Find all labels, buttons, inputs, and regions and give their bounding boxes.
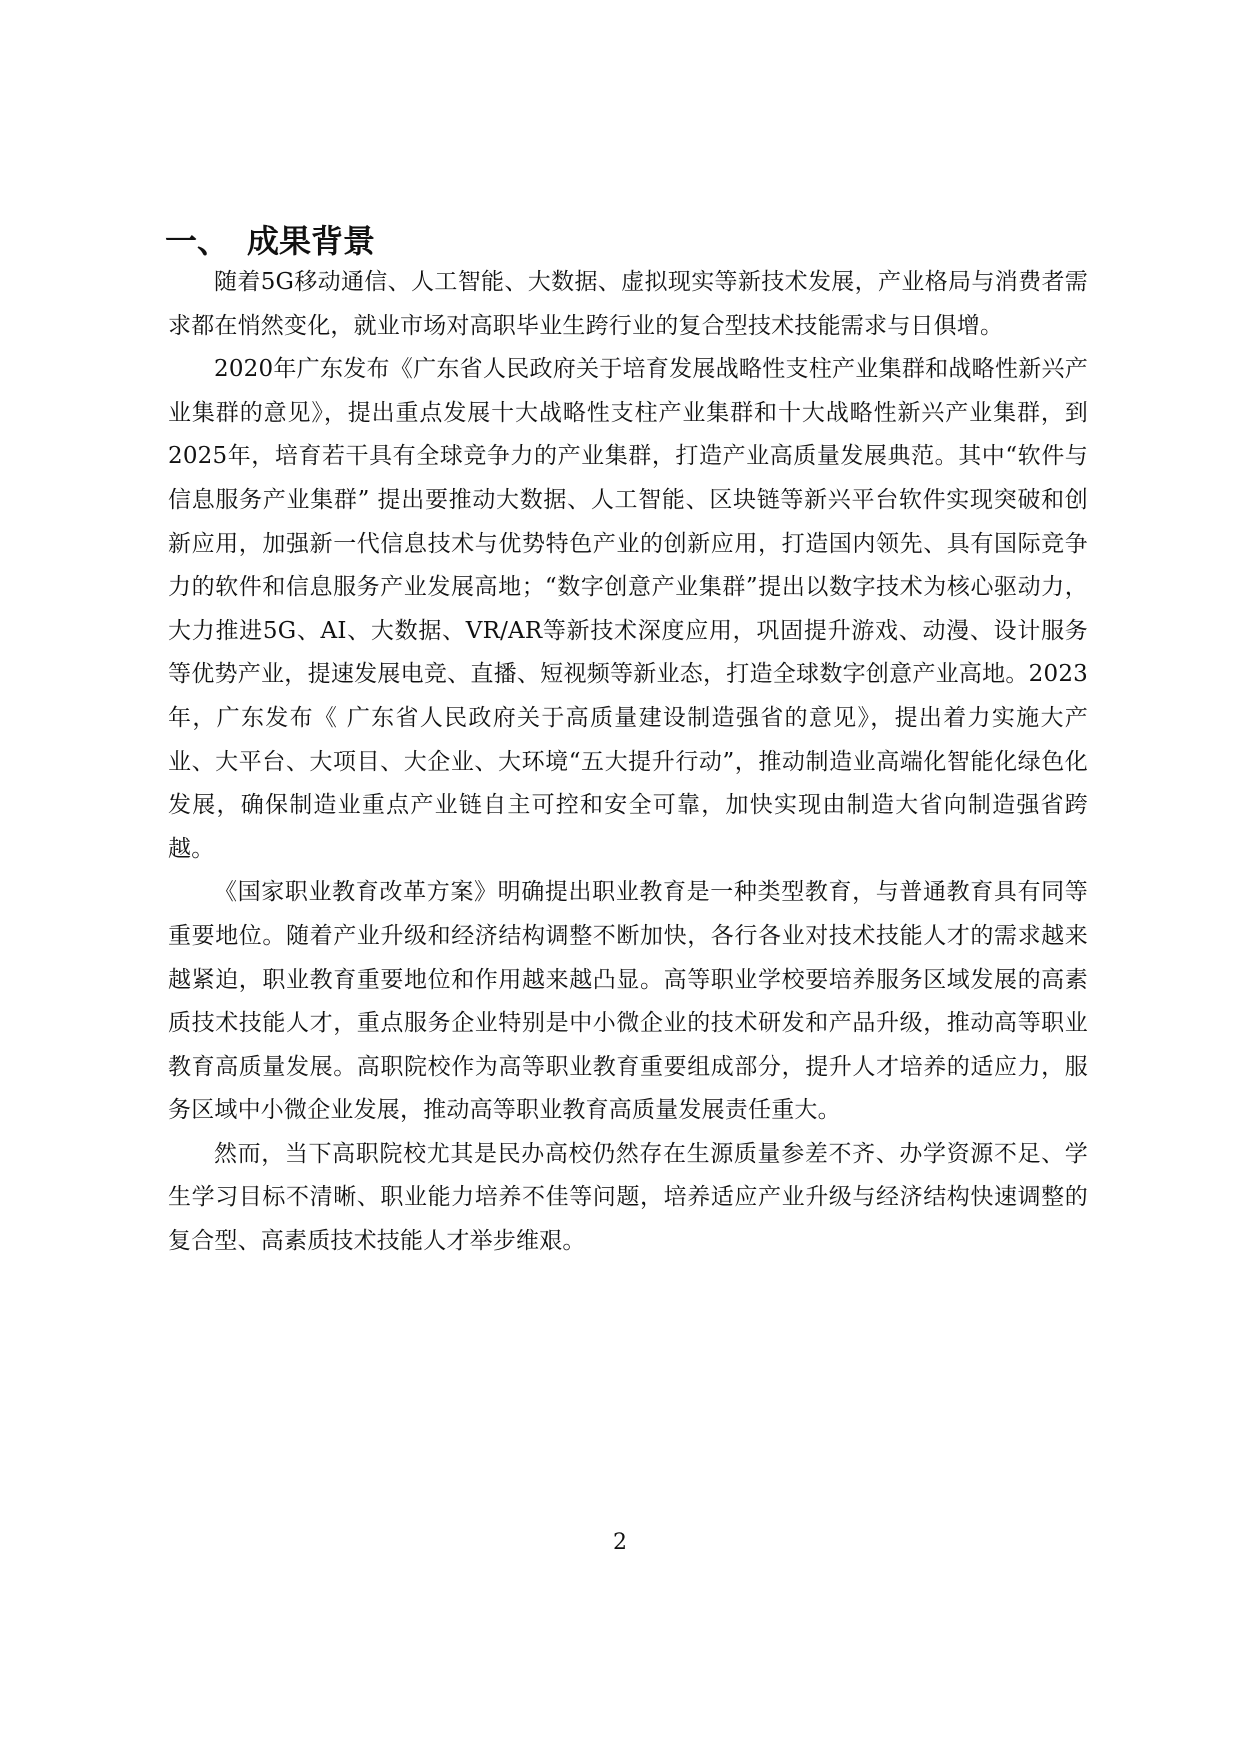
paragraph-3: 《国家职业教育改革方案》明确提出职业教育是一种类型教育，与普通教育具有同等重要地位。随着产业升级和经济结构调整不断加快，各行各业对技术技能人才的需求越来越紧迫，职业教育重要地位和作用越来越凸显。高等职业学校要培养服务区域发展的高素质技术技能人才，重点服务企业特别是中小微企业的技术研发和产品升级，推动高等职业教育高质量发展。高职院校作为高等职业教育重要组成部分，提升人才培养的适应力，服务区域中小微企业发展，推动高等职业教育高质量发展责任重大。 [168, 879, 1088, 1124]
page-number: 2 [613, 1530, 627, 1555]
body-text [168, 261, 1088, 1264]
paragraph-1: 随着5G移动通信、人工智能、大数据、虚拟现实等新技术发展，产业格局与消费者需求都在悄然变化，就业市场对高职毕业生跨行业的复合型技术技能需求与日俱增。 [168, 269, 1088, 339]
section-title: 成果背景 [247, 222, 376, 260]
paragraph-4: 然而，当下高职院校尤其是民办高校仍然存在生源质量参差不齐、办学资源不足、学生学习目标不清晰、职业能力培养不佳等问题，培养适应产业升级与经济结构快速调整的复合型、高素质技术技能人才举步维艰。 [168, 1140, 1088, 1255]
section-number: 一、 [165, 222, 230, 260]
paragraph-2: 2020年广东发布《广东省人民政府关于培育发展战略性支柱产业集群和战略性新兴产业集群的意见》，提出重点发展十大战略性支柱产业集群和十大战略性新兴产业集群，到2025年，培育若干具有全球竞争力的产业集群，打造产业高质量发展典范。其中“软件与信息服务产业集群” 提出要推动大数据、人工智能、区块链等新兴平台软件实现突破和创新应用，加强新一代信息技术与优势特色产业的创新应用，打造国内领先、具有国际竞争力的软件和信息服务产业发展高地；“数字创意产业集群”提出以数字技术为核心驱动力，大力推进5G、AI、大数据、VR/AR等新技术深度应用，巩固提升游戏、动漫、设计服务等优势产业，提速发展电竞、直播、短视频等新业态，打造全球数字创意产业高地。2023年，广东发布《 广东省人民政府关于高质量建设制造强省的意见》，提出着力实施大产业、大平台、大项目、大企业、大环境“五大提升行动”，推动制造业高端化智能化绿色化发展，确保制造业重点产业链自主可控和安全可靠，加快实现由制造大省向制造强省跨越。 [168, 356, 1088, 862]
section-heading [165, 218, 1085, 264]
